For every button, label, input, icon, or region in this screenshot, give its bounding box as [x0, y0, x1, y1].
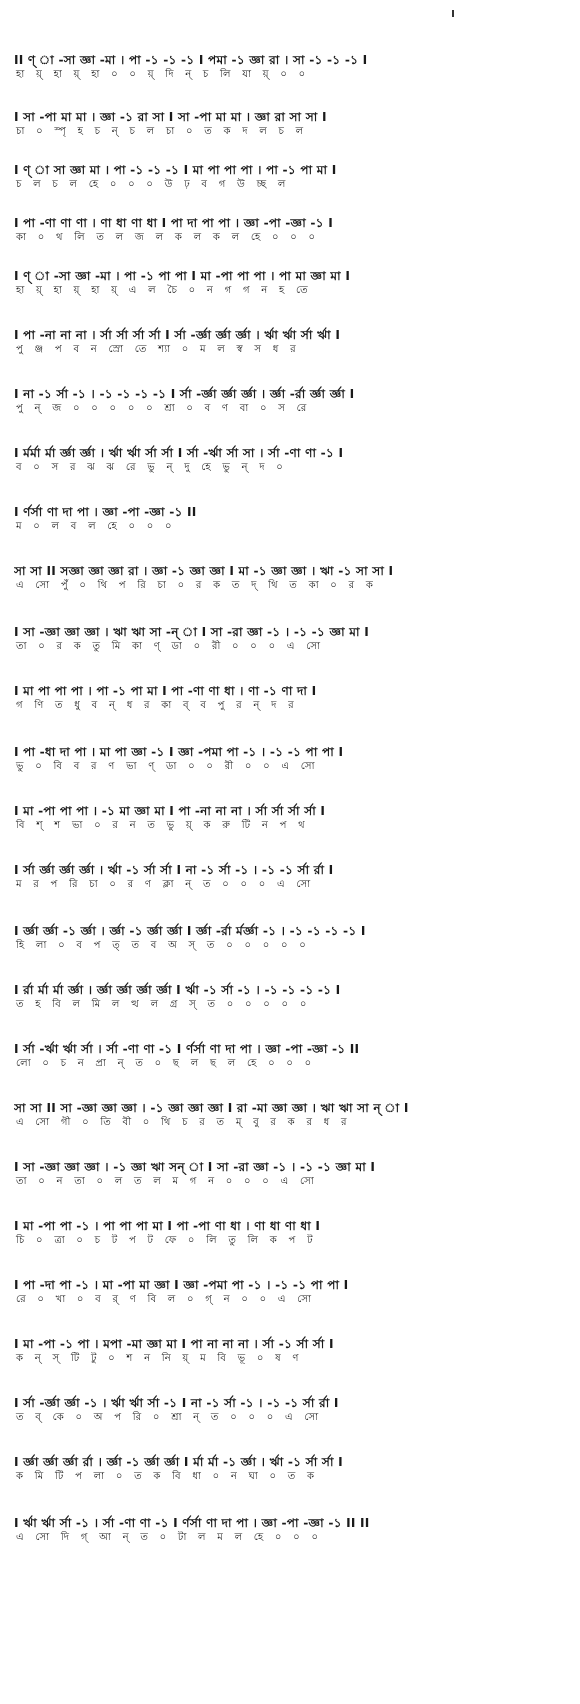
swara-notation-line: সা সা II সা -জ্ঞা জ্ঞা জ্ঞা । -১ জ্ঞা জ্ঞা জ্ঞা I রা -মা জ্ঞা জ্ঞা । ঋা ঋা সা ন্ া I — [14, 1101, 409, 1115]
swara-notation-line: I ণ্ া -সা জ্ঞা -মা । পা -১ পা পা I মা -পা পা পা । পা মা জ্ঞা মা I — [14, 269, 351, 283]
notation-block — [14, 445, 570, 474]
swara-notation-line: I পা -না না না । র্সা র্সা র্সা র্সা I র্সা -র্জ্ঞা র্জ্ঞা র্জ্ঞা । র্ঋা র্ঋা র্সা র্ঋা I — [14, 328, 341, 342]
swara-notation-line: সা সা II সজ্ঞা জ্ঞা জ্ঞা রা । জ্ঞা -১ জ্ঞা জ্ঞা I মা -১ জ্ঞা জ্ঞা । ঋা -১ সা সা I — [14, 564, 394, 578]
swara-notation-line: I মা -পা পা পা । -১ মা জ্ঞা মা I পা -না না না । র্সা র্সা র্সা র্সা I — [14, 804, 326, 818]
notation-score — [14, 22, 570, 1544]
swara-notation-line: I না -১ র্সা -১ । -১ -১ -১ -১ I র্সা -র্জ্ঞা র্জ্ঞা র্জ্ঞা । র্জ্ঞা -র্রা র্জ্ঞা র্জ্ঞা I — [14, 387, 355, 401]
notation-block — [14, 504, 570, 533]
lyric-syllable-line: ত ব্‌ কে ০ অ প রি ০ শ্রা ন্‌ ত ০ ০ ০ এ সো — [16, 1412, 323, 1423]
lyric-syllable-line: ত হ বি ল মি ল ত্থ ল গ্র স্‌ ত ০ ০ ০ ০ ০ — [16, 999, 311, 1010]
notation-block — [14, 1395, 570, 1424]
notation-block — [14, 683, 570, 712]
swara-notation-line: I সা -পা মা মা । জ্ঞা -১ রা সা I সা -পা মা মা । জ্ঞা রা সা সা I — [14, 110, 327, 124]
lyric-syllable-line: ম ০ ল ব ল হে ০ ০ ০ — [16, 521, 176, 532]
notation-block — [14, 744, 570, 773]
swara-notation-line: I র্সা -র্ঋা র্ঋা র্সা । র্সা -ণা ণা -১ I র্ণর্সা ণা দা পা । জ্ঞা -পা -জ্ঞা -১ II — [14, 1042, 360, 1056]
swara-notation-line: I মা পা পা পা । পা -১ পা মা I পা -ণা ণা ধা । ণা -১ ণা দা I — [14, 684, 317, 698]
swara-notation-line: I মা -পা পা -১ । পা পা পা মা I পা -পা ণা ধা । ণা ধা ণা ধা I — [14, 1219, 321, 1233]
lyric-syllable-line: এ সো পুঁ ০ থি প রি চা ০ র ক ত দ্‌ থি ত কা ০ র ক — [16, 580, 378, 591]
lyric-syllable-line: তা ০ ন তা ০ ল ত ল ম গ ন ০ ০ ০ এ সো — [16, 1176, 318, 1187]
lyric-syllable-line: পু ন্‌ জ ০ ০ ০ ০ ০ শ্রা ০ ব ণ বা ০ স রে — [16, 403, 311, 414]
lyric-syllable-line: ব ০ স র ঝ ঝ রে ভু ন্‌ দু হে ভু ন্‌ দ ০ — [16, 462, 288, 473]
swara-notation-line: I পা -ণা ণা ণা । ণা ধা ণা ধা I পা দা পা পা । জ্ঞা -পা -জ্ঞা -১ I — [14, 216, 333, 230]
lyric-syllable-line: তা ০ র ক তু মি কা ণ্‌ ডা ০ রী ০ ০ ০ এ সো — [16, 641, 325, 652]
swara-notation-line: II ণ্ া -সা জ্ঞা -মা । পা -১ -১ -১ I পমা -১ জ্ঞা রা । সা -১ -১ -১ I — [14, 53, 368, 67]
notation-block — [14, 386, 570, 415]
swara-notation-line: I সা -জ্ঞা জ্ঞা জ্ঞা । ঋা ঋা সা -ন্ া I সা -রা জ্ঞা -১ । -১ -১ জ্ঞা মা I — [14, 625, 369, 639]
lyric-syllable-line: পু ঞ্জ প ব ন স্রো তে শ্যা ০ ম ল স্ব স ধ র — [16, 344, 300, 355]
notation-block — [14, 1159, 570, 1188]
top-tick-mark — [452, 10, 454, 17]
lyric-syllable-line: হি লা ০ ব প ত্‌ ত ব অ স্‌ ত ০ ০ ০ ০ ০ — [16, 940, 311, 951]
swara-notation-line: I র্সা র্জ্ঞা র্জ্ঞা র্জ্ঞা । র্ঋা -১ র্সা র্সা I না -১ র্সা -১ । -১ -১ র্সা র্রা I — [14, 863, 334, 877]
notation-block — [14, 1277, 570, 1306]
notation-block — [14, 923, 570, 952]
swara-notation-line: I সা -জ্ঞা জ্ঞা জ্ঞা । -১ জ্ঞা ঋা সন্ া I সা -রা জ্ঞা -১ । -১ -১ জ্ঞা মা I — [14, 1160, 376, 1174]
swara-notation-line: I র্ণর্সা ণা দা পা । জ্ঞা -পা -জ্ঞা -১ II — [14, 505, 197, 519]
lyric-syllable-line: চি ০ ত্রা ০ চ ট প ট ফে ০ লি তু লি ক প ট — [16, 1235, 317, 1246]
notation-block — [14, 563, 570, 592]
lyric-syllable-line: লো ০ চ ন প্রা ন্‌ ত ০ ছ ল ছ ল হে ০ ০ ০ — [16, 1058, 316, 1069]
swara-notation-line: I পা -ধা দা পা । মা পা জ্ঞা -১ I জ্ঞা -পমা পা -১ । -১ -১ পা পা I — [14, 745, 344, 759]
notation-block — [14, 52, 570, 81]
notation-block — [14, 1454, 570, 1483]
lyric-syllable-line: গ ণি ত ধু ব ন্‌ ধ র কা ব্‌ ব পু র ন্‌ দ র — [16, 700, 298, 711]
notation-block — [14, 215, 570, 244]
swara-notation-line: I র্জ্ঞা র্জ্ঞা র্জ্ঞা র্রা । র্জ্ঞা -১ র্জ্ঞা র্জ্ঞা I র্মা র্মা -১ র্জ্ঞা । র্ঋা -১ র্সা র্সা I — [14, 1455, 343, 1469]
lyric-syllable-line: এ সো গী ০ তি বী ০ থি চ র ত ম্‌ বু র ক র ধ র — [16, 1117, 351, 1128]
notation-block — [14, 1336, 570, 1365]
notation-block — [14, 268, 570, 297]
notation-block — [14, 982, 570, 1011]
lyric-syllable-line: হা য়্‌ হা য়্‌ হা ০ ০ য়্‌ দি ন্‌ চ লি যা য়্‌ ০ ০ — [16, 69, 310, 80]
swara-notation-line: I র্মর্মা র্মা র্জ্ঞা র্জ্ঞা । র্ঋা র্ঋা র্সা র্সা I র্সা -র্ঋা র্সা সা । র্সা -ণা ণা -১ I — [14, 446, 344, 460]
notation-block — [14, 803, 570, 832]
swara-notation-line: I ণ্ া সা জ্ঞা মা । পা -১ -১ -১ I মা পা পা পা । পা -১ পা মা I — [14, 163, 337, 177]
lyric-syllable-line: ভু ০ বি ব র ণ ভা ণ্‌ ডা ০ ০ রী ০ ০ এ সো — [16, 761, 319, 772]
swara-notation-line: I র্জ্ঞা র্জ্ঞা -১ র্জ্ঞা । র্জ্ঞা -১ র্জ্ঞা র্জ্ঞা I র্জ্ঞা -র্রা র্মর্জ্ঞা -১ । -১ -১ -১ -১ I — [14, 924, 366, 938]
lyric-syllable-line: হা য়্‌ হা য়্‌ হা য়্‌ এ ল চৈ ০ ন গ গ ন হ তে — [16, 285, 312, 296]
lyric-syllable-line: এ সো দি গ্‌ আ ন্‌ ত ০ টা ল ম ল হে ০ ০ ০ — [16, 1532, 323, 1543]
lyric-syllable-line: ক ন্‌ স্‌ টি টু ০ শ ন নি য়্‌ ম বি ভূ ০ ষ ণ — [16, 1353, 303, 1364]
swara-notation-line: I র্সা -র্জ্ঞা র্জ্ঞা -১ । র্ঋা র্ঋা র্সা -১ I না -১ র্সা -১ । -১ -১ র্সা র্রা I — [14, 1396, 339, 1410]
notation-block — [14, 624, 570, 653]
notation-block — [14, 1515, 570, 1544]
notation-block — [14, 109, 570, 138]
swara-notation-line: I মা -পা -১ পা । মপা -মা জ্ঞা মা I পা না না না । র্সা -১ র্সা র্সা I — [14, 1337, 334, 1351]
notation-block — [14, 327, 570, 356]
notation-block — [14, 1100, 570, 1129]
lyric-syllable-line: রে ০ খা ০ ব র্‌ ণ বি ল ০ গ্‌ ন ০ ০ এ সো — [16, 1294, 316, 1305]
notation-block — [14, 1218, 570, 1247]
notation-block — [14, 162, 570, 191]
lyric-syllable-line: কা ০ থ লি ত ল জ ল ক ল ক ল হে ০ ০ ০ — [16, 232, 320, 243]
notation-block — [14, 1041, 570, 1070]
swara-notation-line: I পা -দা পা -১ । মা -পা মা জ্ঞা I জ্ঞা -পমা পা -১ । -১ -১ পা পা I — [14, 1278, 349, 1292]
lyric-syllable-line: ক মি টি প লা ০ ত ক বি ধা ০ ন ঘা ০ ত ক — [16, 1471, 319, 1482]
lyric-syllable-line: চ ল চ ল হে ০ ০ ০ উ ঢ় ব গ উ চ্ছ ল — [16, 179, 290, 190]
lyric-syllable-line: বি শ্‌ শ ভা ০ র ন ত ভু য়্‌ ক রু টি ন প থ — [16, 820, 309, 831]
lyric-syllable-line: ম র প রি চা ০ র ণ ক্লা ন্‌ ত ০ ০ ০ এ সো — [16, 879, 315, 890]
swara-notation-line: I র্ঋা র্ঋা র্সা -১ । র্সা -ণা ণা -১ I র্ণর্সা ণা দা পা । জ্ঞা -পা -জ্ঞা -১ II II — [14, 1516, 370, 1530]
lyric-syllable-line: চা ০ স্পৃ হ চ ন্‌ চ ল চা ০ ত ক দ ল চ ল — [16, 126, 308, 137]
notation-block — [14, 862, 570, 891]
swara-notation-line: I র্রা র্মা র্মা র্জ্ঞা । র্জ্ঞা র্জ্ঞা র্জ্ঞা র্জ্ঞা I র্ঋা -১ র্সা -১ । -১ -১ -১ -১ I — [14, 983, 341, 997]
